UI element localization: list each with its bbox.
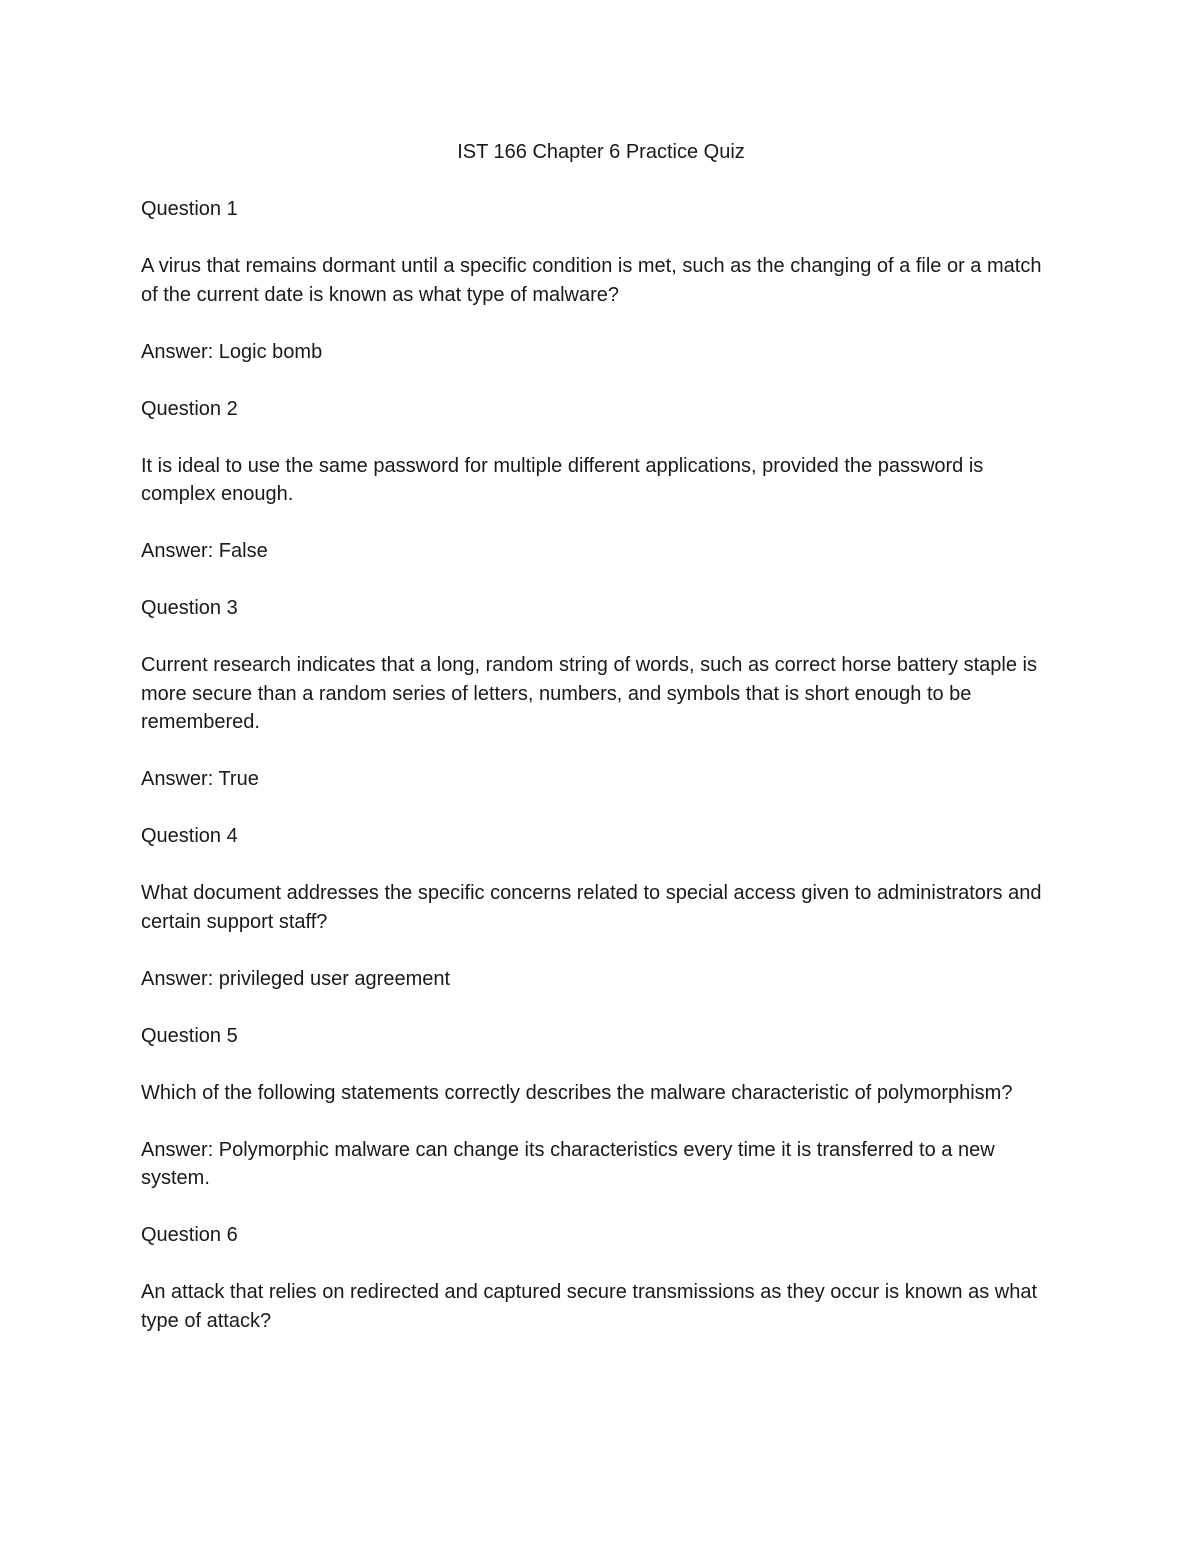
- answer-text: Answer: Logic bomb: [141, 340, 323, 363]
- document-page: [141, 138, 1061, 1364]
- question-text: Current research indicates that a long, random string of words, such as correct horse battery staple is more secure than a random series of letters, numbers, and symbols that is short enough to be remembered.: [141, 654, 1037, 733]
- question-text: A virus that remains dormant until a specific condition is met, such as the changing of a file or a match of the current date is known as what type of malware?: [141, 255, 1042, 306]
- answer-text: Answer: True: [141, 768, 259, 790]
- question-block-6: [141, 1221, 1061, 1335]
- question-block-1: [141, 195, 1061, 366]
- question-label: Question 2: [141, 397, 238, 420]
- question-block-5: [141, 1022, 1061, 1193]
- question-label: Question 6: [141, 1224, 238, 1246]
- question-label: Question 4: [141, 825, 238, 847]
- question-text: It is ideal to use the same password for multiple different applications, provided the password is complex enough.: [141, 454, 984, 505]
- answer-text: Answer: False: [141, 540, 268, 562]
- question-block-3: [141, 594, 1061, 794]
- question-text: An attack that relies on redirected and captured secure transmissions as they occur is known as what type of attack?: [141, 1281, 1038, 1332]
- question-label: Question 1: [141, 198, 238, 220]
- question-text: Which of the following statements correctly describes the malware characteristic of polymorphism?: [141, 1081, 1013, 1104]
- answer-text: Answer: privileged user agreement: [141, 967, 451, 990]
- answer-text: Answer: Polymorphic malware can change its characteristics every time it is transferred to a new system.: [141, 1138, 995, 1189]
- question-block-4: [141, 822, 1061, 993]
- question-label: Question 3: [141, 597, 238, 619]
- document-title: IST 166 Chapter 6 Practice Quiz: [457, 141, 745, 163]
- question-block-2: [141, 395, 1061, 566]
- question-label: Question 5: [141, 1024, 238, 1047]
- question-text: What document addresses the specific concerns related to special access given to administrators and certain support staff?: [141, 882, 1042, 933]
